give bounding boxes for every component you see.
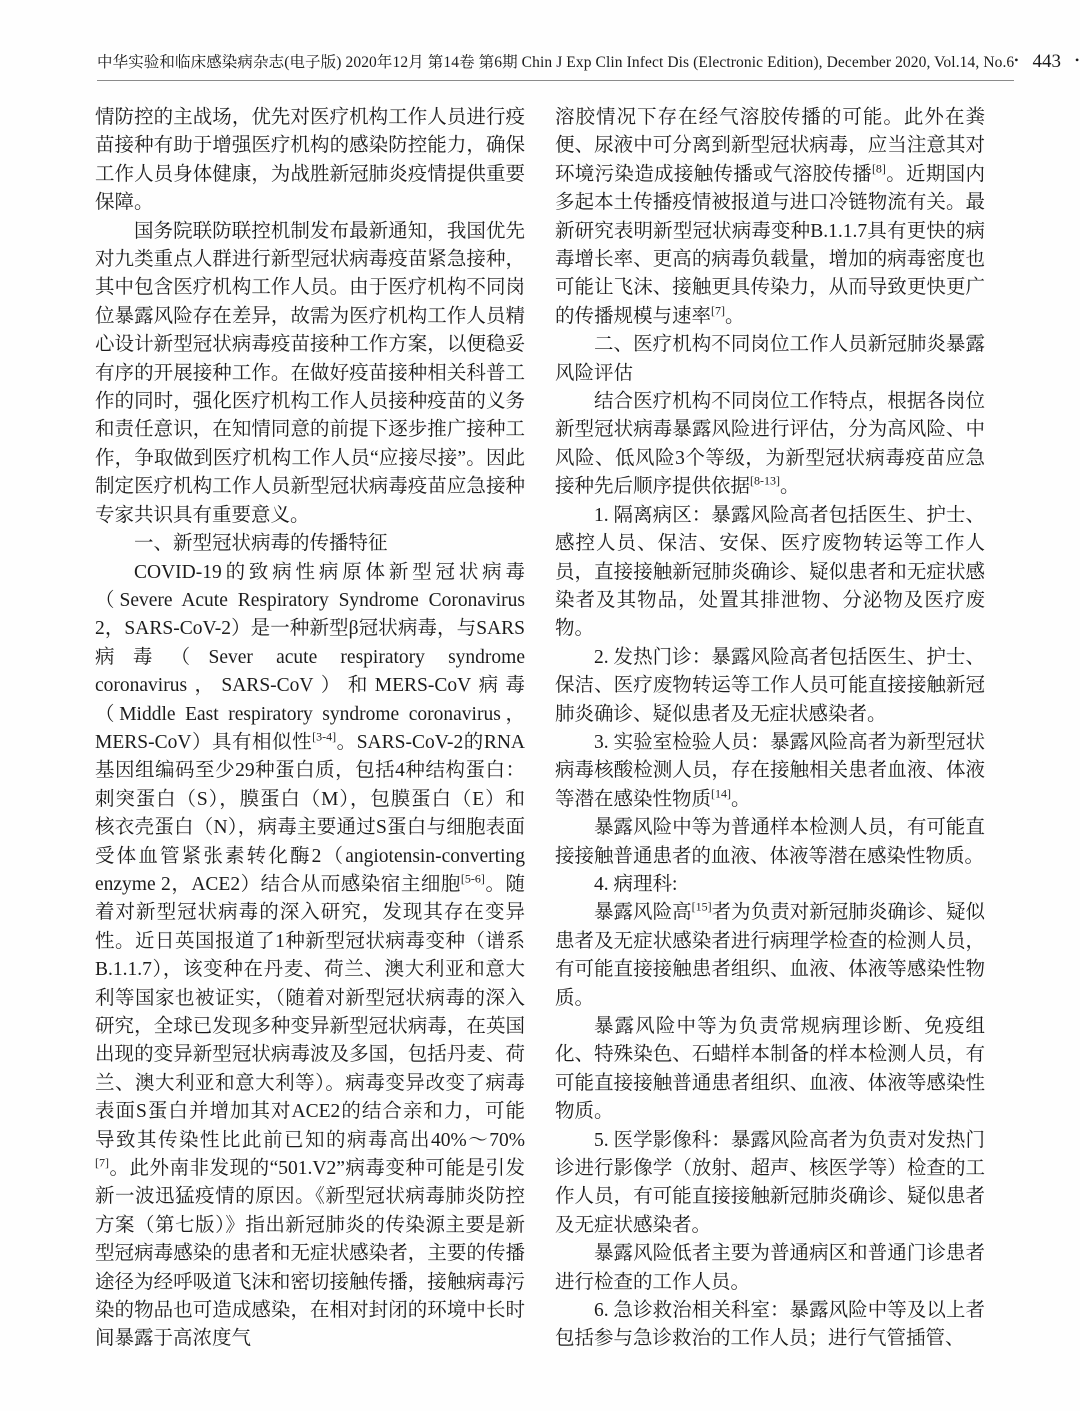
paragraph (555, 104, 985, 331)
citation-superscript: [5-6] (460, 871, 485, 886)
citation-superscript: [7] (711, 303, 726, 318)
paragraph (555, 814, 985, 871)
section-heading-1 (95, 530, 525, 558)
text-run: 4. 病理科: (594, 873, 678, 895)
citation-superscript: [14] (711, 786, 732, 801)
paragraph (95, 559, 525, 1354)
list-item-6 (555, 1297, 985, 1354)
list-item-2 (555, 644, 985, 729)
page-number-dot-right: • (1075, 53, 1080, 67)
text-run: 者为负责对新冠肺炎确诊、疑似患者及无症状感染者进行病理学检查的检测人员，有可能直接接触患者组织、血液、体液等感染性物质。 (555, 902, 985, 1009)
citation-superscript: [15] (691, 899, 712, 914)
citation-superscript: [7] (95, 1155, 109, 1170)
text-run: 。近期国内多起本土传播疫情被报道与进口冷链物流有关。最新研究表明新型冠状病毒变种B.1.1.7具有更快的病毒增长率、更高的病毒负载量，增加的病毒密度也可能让飞沫、接触更具传染力，从而导致更快更广的传播规模与速率 (555, 163, 985, 327)
text-run: 暴露风险低者主要为普通病区和普通门诊患者进行检查的工作人员。 (555, 1243, 985, 1293)
paragraph (555, 388, 985, 502)
paragraph (95, 218, 525, 530)
text-run: 暴露风险中等为负责常规病理诊断、免疫组化、特殊染色、石蜡样本制备的样本检测人员，有可能直接接触普通患者组织、血液、体液等感染性物质。 (555, 1016, 985, 1123)
page-header (97, 50, 1080, 81)
text-run: 溶胶情况下存在经气溶胶传播的可能。此外在粪便、尿液中可分离到新型冠状病毒，应当注意其对环境污染造成接触传播或气溶胶传播 (555, 107, 985, 185)
text-run: 情防控的主战场，优先对医疗机构工作人员进行疫苗接种有助于增强医疗机构的感染防控能力，确保工作人员身体健康，为战胜新冠肺炎疫情提供重要保障。 (95, 107, 525, 214)
text-run: 。此外南非发现的“501.V2”病毒变种可能是引发新一波迅猛疫情的原因。《新型冠状病毒肺炎防控方案（第七版）》指出新冠肺炎的传染源主要是新型冠病毒感染的患者和无症状感染者，主要的传播途径为经呼吸道飞沫和密切接触传播，接触病毒污染的物品也可造成感染，在相对封闭的环境中长时间暴露于高浓度气 (95, 1158, 525, 1350)
citation-superscript: [8-13] (750, 473, 781, 488)
page-number (1014, 50, 1079, 73)
paragraph (555, 1013, 985, 1127)
citation-superscript: [8] (871, 161, 886, 176)
text-run: 暴露风险中等为普通样本检测人员，有可能直接接触普通患者的血液、体液等潜在感染性物质。 (555, 817, 985, 867)
text-run: 暴露风险高 (594, 902, 692, 924)
text-run: 2. 发热门诊：暴露风险高者包括医生、护士、保洁、医疗废物转运等工作人员可能直接接触新冠肺炎确诊、疑似患者及无症状感染者。 (555, 646, 985, 725)
column-right (555, 104, 985, 1354)
page-number-dot-left: • (1014, 53, 1019, 67)
text-run: 。 (780, 476, 800, 498)
citation-superscript: [3-4] (312, 729, 337, 744)
list-item-5 (555, 1127, 985, 1241)
text-run: 。 (731, 788, 751, 810)
text-run: 。 (725, 305, 745, 327)
text-run: 二、医疗机构不同岗位工作人员新冠肺炎暴露风险评估 (555, 334, 985, 384)
text-run: COVID-19的致病性病原体新型冠状病毒（Severe Acute Respiratory Syndrome Coronavirus 2，SARS-CoV-2）是一种新型β冠状病毒，与SARS病毒（Sever acute respiratory syndrome coronavirus，SARS-CoV）和MERS-CoV病毒（Middle East respiratory syndrome coronavirus，MERS-CoV）具有相似性 (95, 561, 525, 753)
text-run: 。SARS-CoV-2的RNA基因组编码至少29种蛋白质，包括4种结构蛋白：刺突蛋白（S），膜蛋白（M），包膜蛋白（E）和核衣壳蛋白（N），病毒主要通过S蛋白与细胞表面受体血管紧张素转化酶2（angiotensin-converting enzyme 2，ACE2）结合从而感染宿主细胞 (95, 731, 525, 895)
text-run: 3. 实验室检验人员：暴露风险高者为新型冠状病毒核酸检测人员，存在接触相关患者血液、体液等潜在感染性物质 (555, 731, 985, 810)
paragraph (555, 1240, 985, 1297)
text-run: 5. 医学影像科：暴露风险高者为负责对发热门诊进行影像学（放射、超声、核医学等）检查的工作人员，有可能直接接触新冠肺炎确诊、疑似患者及无症状感染者。 (555, 1129, 985, 1236)
text-run: 一、新型冠状病毒的传播特征 (134, 533, 388, 555)
text-run: 6. 急诊救治相关科室：暴露风险中等及以上者包括参与急诊救治的工作人员；进行气管插管、 (555, 1300, 985, 1350)
paragraph (555, 899, 985, 1013)
list-item-4 (555, 871, 985, 899)
article-body (95, 104, 985, 1354)
text-run: 。随着对新型冠状病毒的深入研究，发现其存在变异性。近日英国报道了1种新型冠状病毒变种（谱系B.1.1.7），该变种在丹麦、荷兰、澳大利亚和意大利等国家也被证实，（随着对新型冠状病毒的深入研究，全球已发现多种变异新型冠状病毒，在英国出现的变异新型冠状病毒波及多国，包括丹麦、荷兰、澳大利亚和意大利等）。病毒变异改变了病毒表面S蛋白并增加其对ACE2的结合亲和力，可能导致其传染性比此前已知的病毒高出40%～70% (95, 873, 525, 1151)
list-item-1 (555, 502, 985, 644)
text-run: 国务院联防联控机制发布最新通知，我国优先对九类重点人群进行新型冠状病毒疫苗紧急接种，其中包含医疗机构工作人员。由于医疗机构不同岗位暴露风险存在差异，故需为医疗机构工作人员精心设计新型冠状病毒疫苗接种工作方案，以便稳妥有序的开展接种工作。在做好疫苗接种相关科普工作的同时，强化医疗机构工作人员接种疫苗的义务和责任意识，在知情同意的前提下逐步推广接种工作，争取做到医疗机构工作人员“应接尽接”。因此制定医疗机构工作人员新型冠状病毒疫苗应急接种专家共识具有重要意义。 (95, 220, 525, 526)
text-run: 1. 隔离病区：暴露风险高者包括医生、护士、感控人员、保洁、安保、医疗废物转运等工作人员，直接接触新冠肺炎确诊、疑似患者和无症状感染者及其物品，处置其排泄物、分泌物及医疗废物。 (555, 504, 985, 640)
text-run: 结合医疗机构不同岗位工作特点，根据各岗位新型冠状病毒暴露风险进行评估，分为高风险、中风险、低风险3个等级，为新型冠状病毒疫苗应急接种先后顺序提供依据 (555, 391, 985, 498)
column-left (95, 104, 525, 1354)
list-item-3 (555, 729, 985, 814)
paragraph (95, 104, 525, 218)
page-number-value: 443 (1032, 51, 1061, 72)
journal-citation: 中华实验和临床感染病杂志(电子版) 2020年12月 第14卷 第6期 Chin J Exp Clin Infect Dis (Electronic Edition), December 2020, Vol.14, No.6 (97, 50, 1014, 81)
section-heading-2 (555, 331, 985, 388)
